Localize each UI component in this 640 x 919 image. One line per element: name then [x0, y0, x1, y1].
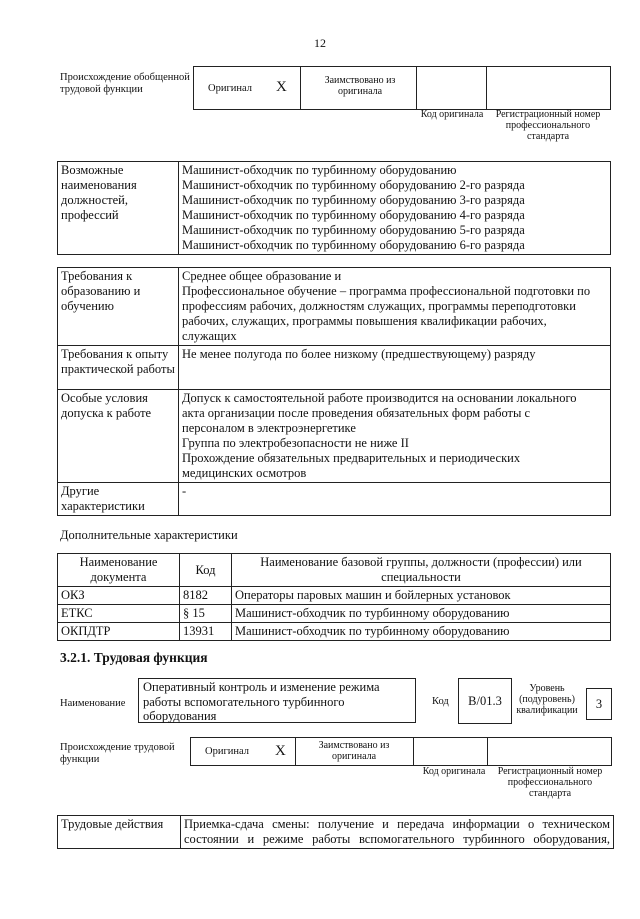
function-code: B/01.3	[458, 678, 512, 724]
level-value: 3	[586, 688, 612, 720]
function-heading: 3.2.1. Трудовая функция	[60, 650, 208, 665]
special-line: Группа по электробезопасности не ниже II	[182, 436, 409, 450]
position-item: Машинист-обходчик по турбинному оборудованию 3-го разряда	[182, 193, 525, 207]
education-line: служащих	[182, 329, 237, 343]
origin-label: Происхождение обобщенной трудовой функции	[60, 72, 190, 95]
code-original-label: Код оригинала	[422, 766, 486, 777]
education-label: Требования к образованию и обучению	[58, 268, 179, 346]
borrowed-label: Заимствовано из оригинала	[324, 75, 396, 97]
function-code-label: Код	[432, 696, 449, 707]
reg-number-label: Регистрационный номер профессионального стандарта	[495, 109, 601, 142]
additional-table	[57, 553, 611, 641]
actions-line: Приемка-сдача смены: получение и передача информации о техническом	[184, 817, 610, 831]
origin-box	[190, 737, 612, 766]
header-code: Код	[180, 554, 232, 587]
positions-label: Возможные наименования должностей, профессий	[58, 162, 179, 255]
other-text: -	[179, 483, 611, 516]
special-text	[179, 390, 611, 483]
experience-text: Не менее полугода по более низкому (предшествующему) разряду	[179, 346, 611, 390]
positions-table	[57, 161, 611, 255]
special-line: медицинских осмотров	[182, 466, 307, 480]
origin-box	[193, 66, 611, 110]
divider	[487, 738, 488, 765]
table-row-code: § 15	[180, 605, 232, 623]
borrowed-label: Заимствовано из оригинала	[318, 740, 390, 762]
page-number: 12	[314, 36, 326, 50]
function-name: Оперативный контроль и изменение режима работы вспомогательного турбинного оборудования	[138, 678, 416, 723]
special-line: персоналом в электроэнергетике	[182, 421, 356, 435]
origin-label: Происхождение трудовой функции	[60, 742, 175, 765]
divider	[416, 67, 417, 109]
actions-label: Трудовые действия	[58, 816, 181, 849]
table-row-doc: ЕТКС	[58, 605, 180, 623]
actions-text	[181, 816, 614, 849]
reg-number-label: Регистрационный номер профессионального стандарта	[497, 766, 603, 799]
function-name-label: Наименование	[60, 698, 126, 709]
table-row-doc: ОКПДТР	[58, 623, 180, 641]
other-label: Другие характеристики	[58, 483, 179, 516]
education-line: рабочих, служащих, программы повышения квалификации рабочих,	[182, 314, 547, 328]
additional-title: Дополнительные характеристики	[60, 528, 238, 542]
original-mark: X	[276, 79, 287, 95]
header-name: Наименование базовой группы, должности (профессии) или специальности	[232, 554, 611, 587]
divider	[300, 67, 301, 109]
original-label: Оригинал	[208, 83, 252, 94]
requirements-table	[57, 267, 611, 516]
special-line: Прохождение обязательных предварительных и периодических	[182, 451, 521, 465]
position-item: Машинист-обходчик по турбинному оборудованию 5-го разряда	[182, 223, 525, 237]
actions-table	[57, 815, 614, 849]
positions-list	[179, 162, 611, 255]
original-mark: X	[275, 743, 286, 759]
table-row-doc: ОКЗ	[58, 587, 180, 605]
table-row-code: 13931	[180, 623, 232, 641]
divider	[486, 67, 487, 109]
actions-line: состоянии и режиме работы вспомогательного турбинного оборудования,	[184, 832, 610, 846]
education-line: Среднее общее образование и	[182, 269, 342, 283]
education-line: Профессиональное обучение – программа профессиональной подготовки по	[182, 284, 591, 298]
table-row-name: Машинист-обходчик по турбинному оборудованию	[232, 623, 611, 641]
special-line: акта организации после проведения обязательных форм работы с	[182, 406, 531, 420]
special-line: Допуск к самостоятельной работе производится на основании локального	[182, 391, 577, 405]
table-row-name: Операторы паровых машин и бойлерных установок	[232, 587, 611, 605]
code-original-label: Код оригинала	[420, 109, 484, 120]
education-line: профессиям рабочих, должностям служащих, программы переподготовки	[182, 299, 576, 313]
original-label: Оригинал	[205, 746, 249, 757]
position-item: Машинист-обходчик по турбинному оборудованию	[182, 163, 457, 177]
position-item: Машинист-обходчик по турбинному оборудованию 2-го разряда	[182, 178, 525, 192]
education-text	[179, 268, 611, 346]
header-document: Наименование документа	[58, 554, 180, 587]
experience-label: Требования к опыту практической работы	[58, 346, 179, 390]
divider	[413, 738, 414, 765]
level-label: Уровень (подуровень) квалификации	[516, 683, 578, 716]
divider	[295, 738, 296, 765]
table-row-name: Машинист-обходчик по турбинному оборудованию	[232, 605, 611, 623]
special-label: Особые условия допуска к работе	[58, 390, 179, 483]
position-item: Машинист-обходчик по турбинному оборудованию 4-го разряда	[182, 208, 525, 222]
position-item: Машинист-обходчик по турбинному оборудованию 6-го разряда	[182, 238, 525, 252]
table-row-code: 8182	[180, 587, 232, 605]
